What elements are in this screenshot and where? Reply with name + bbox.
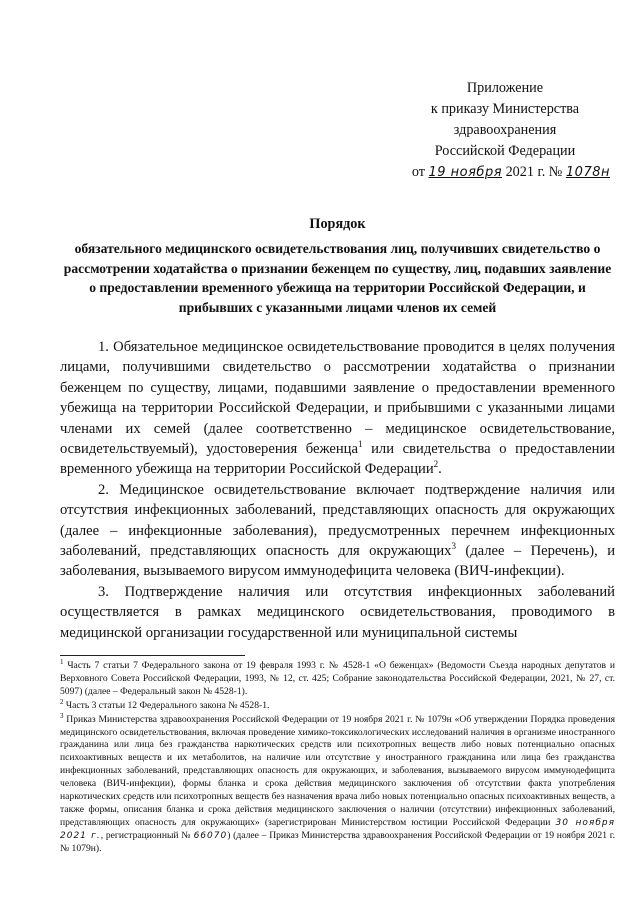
annex-line: к приказу Министерства (430, 101, 580, 117)
paragraph-1 (60, 337, 615, 480)
footnote-mark: 3 (60, 711, 64, 720)
order-date-line (390, 162, 620, 183)
footnote-text: Часть 7 статьи 7 Федерального закона от 19 февраля 1993 г. № 4528-1 «О беженцах» (Ведомости Съезда народных депутатов и Верховного Совета Российской Федерации, 1993, № 12, ст. 425; Собрание законодательства Российской Федерации, 2021, № 27, ст. 5097) (далее – Федеральный закон № 4528-1). (60, 660, 615, 697)
footnote-text: ) (далее – Приказ Министерства здравоохранения Российской Федерации от 19 ноября 2021 г. № 1079н). (60, 829, 616, 854)
footnote-ref: 3 (451, 541, 456, 552)
footnote-ref: 1 (357, 439, 363, 450)
footnote-mark: 1 (60, 657, 64, 666)
paragraph-text: . (438, 461, 442, 478)
footnote-1 (60, 657, 615, 699)
document-body (60, 337, 615, 643)
footnote-divider (60, 655, 245, 656)
footnote-3 (60, 711, 616, 856)
paragraph-2 (60, 480, 615, 582)
title-heading: Порядок (309, 216, 366, 232)
paragraph-text: или свидетельства о предоставлении временного убежища на территории Российской Федерации (60, 441, 615, 478)
footnote-mark: 2 (60, 697, 64, 706)
footnotes (60, 657, 616, 857)
paragraph-text: (далее – Перечень), и заболевания, вызываемого вирусом иммунодефицита человека (ВИЧ-инфекции). (60, 543, 615, 580)
handwritten-registration-date: 30 ноября 2021 г. (60, 817, 616, 841)
date-year: 2021 г. № (505, 164, 563, 180)
footnote-text: Часть 3 статьи 12 Федерального закона № 4528-1. (63, 699, 270, 711)
handwritten-date: 19 ноября (428, 165, 503, 180)
footnote-text: , регистрационный № (100, 829, 191, 841)
paragraph-3: 3. Подтверждение наличия или отсутствия инфекционных заболеваний осуществляется в рамках медицинского освидетельствования, проводимого в медицинской организации государственной или муниципальной системы (60, 583, 615, 641)
footnote-ref: 2 (433, 459, 439, 470)
paragraph-text: 2. Медицинское освидетельствование включает подтверждение наличия или отсутствия инфекционных заболеваний, представляющих опасность для окружающих (далее – инфекционные заболевания), предусмотренных перечнем инфекционных заболеваний, представляющих опасность для окружающих (60, 481, 615, 560)
document-title (60, 215, 615, 317)
annex-line: Приложение (466, 80, 544, 96)
annex-line: здравоохранения (453, 122, 557, 138)
footnote-2 (60, 697, 615, 713)
handwritten-order-number: 1078н (565, 165, 610, 180)
title-subtitle: обязательного медицинского освидетельствования лиц, получивших свидетельство о рассмотрении ходатайства о признании беженцем по существу, лиц, подавших заявление о предоставлении временного убежища на территории Российской Федерации, и прибывших с указанными лицами членов их семей (63, 241, 612, 315)
handwritten-registration-number: 66070 (193, 830, 228, 841)
annex-header (390, 78, 620, 183)
footnote-text: Приказ Министерства здравоохранения Российской Федерации от 19 ноября 2021 г. № 1079н «Об утверждении Порядка проведения медицинского освидетельствования, включая проведение химико-токсикологических исследований наличия в организме иностранного гражданина или лица без гражданства наркотических средств или психотропных веществ либо новых потенциально опасных психоактивных веществ и их метаболитов, на наличие или отсутствие у иностранного гражданина или лица без гражданства инфекционных заболеваний, представляющих опасность для окружающих, и заболевания, вызываемого вирусом иммунодефицита человека (ВИЧ-инфекции), формы бланка и срока действия медицинского заключения об отсутствии факта употребления наркотических средств или психотропных веществ без назначения врача либо новых потенциально опасных психоактивных веществ, а также формы, описания бланка и срока действия медицинского заключения о наличии (отсутствии) инфекционных заболеваний, представляющих опасность для окружающих» (зарегистрирован Министерством юстиции Российской Федерации (60, 713, 615, 828)
paragraph-text: 1. Обязательное медицинское освидетельствование проводится в целях получения лицами, получившими свидетельство о рассмотрении ходатайства о признании беженцем по существу, лицами, подавшими заявление о предоставлении временного убежища на территории Российской Федерации, и прибывшими с указанными лицами членами их семей (далее соответственно – медицинское освидетельствование, освидетельствуемый), удостоверения беженца (60, 339, 615, 458)
date-prefix: от (411, 164, 425, 180)
annex-line: Российской Федерации (434, 143, 576, 159)
